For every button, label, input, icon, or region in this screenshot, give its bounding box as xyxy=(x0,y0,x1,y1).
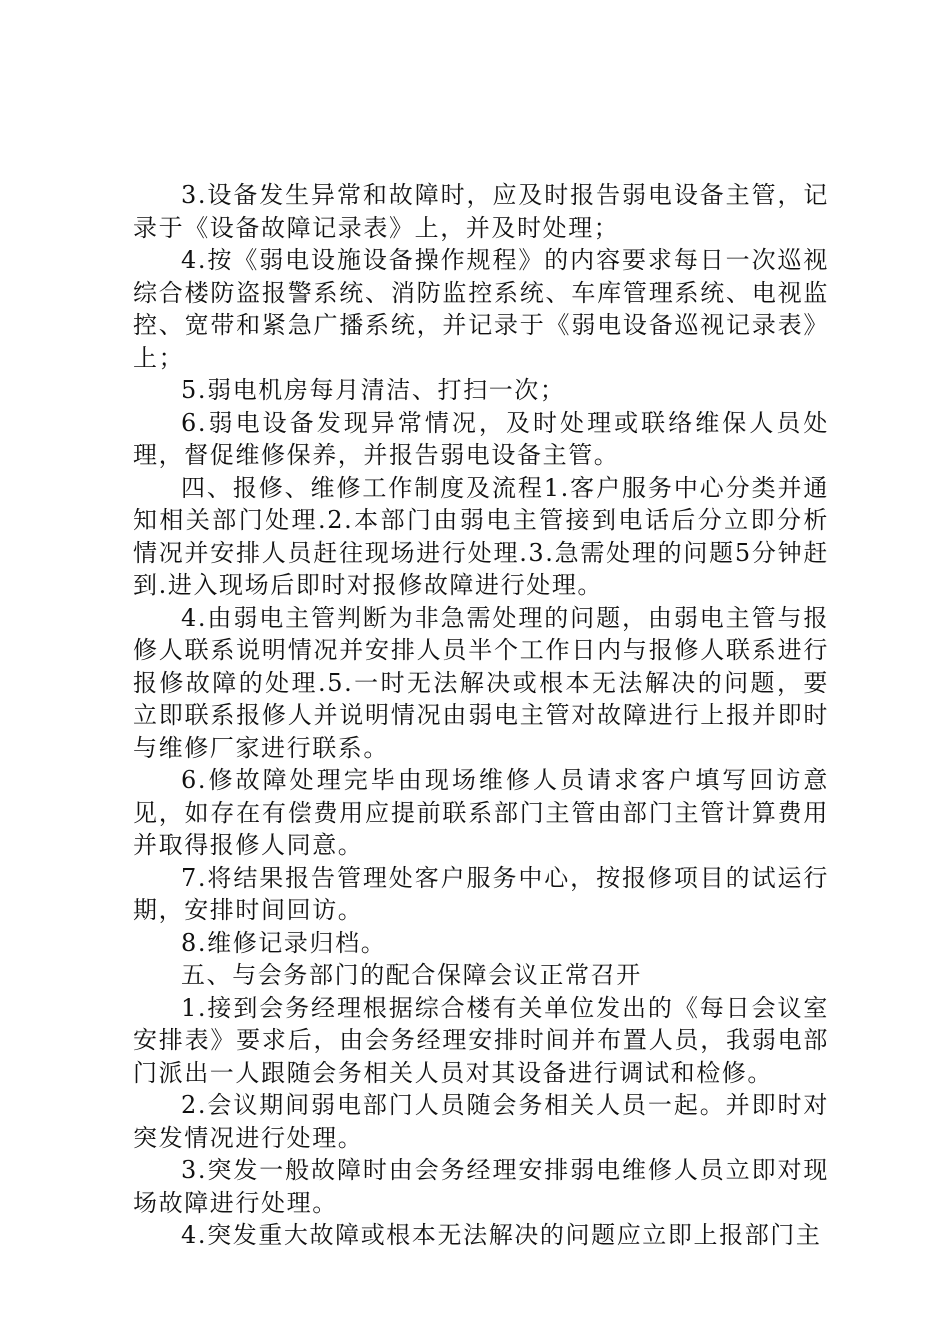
paragraph: 3.突发一般故障时由会务经理安排弱电维修人员立即对现场故障进行处理。 xyxy=(133,1156,829,1217)
section-heading: 五、与会务部门的配合保障会议正常召开 xyxy=(181,961,642,989)
paragraph: 1.接到会务经理根据综合楼有关单位发出的《每日会议室安排表》要求后，由会务经理安排时间并布置人员，我弱电部门派出一人跟随会务相关人员对其设备进行调试和检修。 xyxy=(133,993,829,1087)
paragraph: 四、报修、维修工作制度及流程1.客户服务中心分类并通知相关部门处理.2.本部门由弱电主管接到电话后分立即分析情况并安排人员赶往现场进行处理.3.急需处理的问题5分钟赶到.进入现场后即时对报修故障进行处理。 xyxy=(133,473,829,599)
document-body xyxy=(133,179,829,1252)
paragraph: 5.弱电机房每月清洁、打扫一次； xyxy=(181,376,566,404)
paragraph: 6.修故障处理完毕由现场维修人员请求客户填写回访意见，如存在有偿费用应提前联系部门主管由部门主管计算费用并取得报修人同意。 xyxy=(133,766,829,859)
paragraph: 4.由弱电主管判断为非急需处理的问题，由弱电主管与报修人联系说明情况并安排人员半个工作日内与报修人联系进行报修故障的处理.5.一时无法解决或根本无法解决的问题，要立即联系报修人并说明情况由弱电主管对故障进行上报并即时与维修厂家进行联系。 xyxy=(133,603,829,762)
paragraph: 4.按《弱电设施设备操作规程》的内容要求每日一次巡视综合楼防盗报警系统、消防监控系统、车库管理系统、电视监控、宽带和紧急广播系统，并记录于《弱电设备巡视记录表》上； xyxy=(133,246,829,372)
paragraph: 6.弱电设备发现异常情况，及时处理或联络维保人员处理，督促维修保养，并报告弱电设备主管。 xyxy=(133,408,829,469)
paragraph: 8.维修记录归档。 xyxy=(181,928,387,957)
paragraph: 4.突发重大故障或根本无法解决的问题应立即上报部门主 xyxy=(181,1221,822,1249)
paragraph: 2.会议期间弱电部门人员随会务相关人员一起。并即时对突发情况进行处理。 xyxy=(133,1091,829,1152)
paragraph: 7.将结果报告管理处客户服务中心，按报修项目的试运行期，安排时间回访。 xyxy=(133,863,829,924)
paragraph: 3.设备发生异常和故障时，应及时报告弱电设备主管，记录于《设备故障记录表》上，并及时处理； xyxy=(133,181,829,242)
